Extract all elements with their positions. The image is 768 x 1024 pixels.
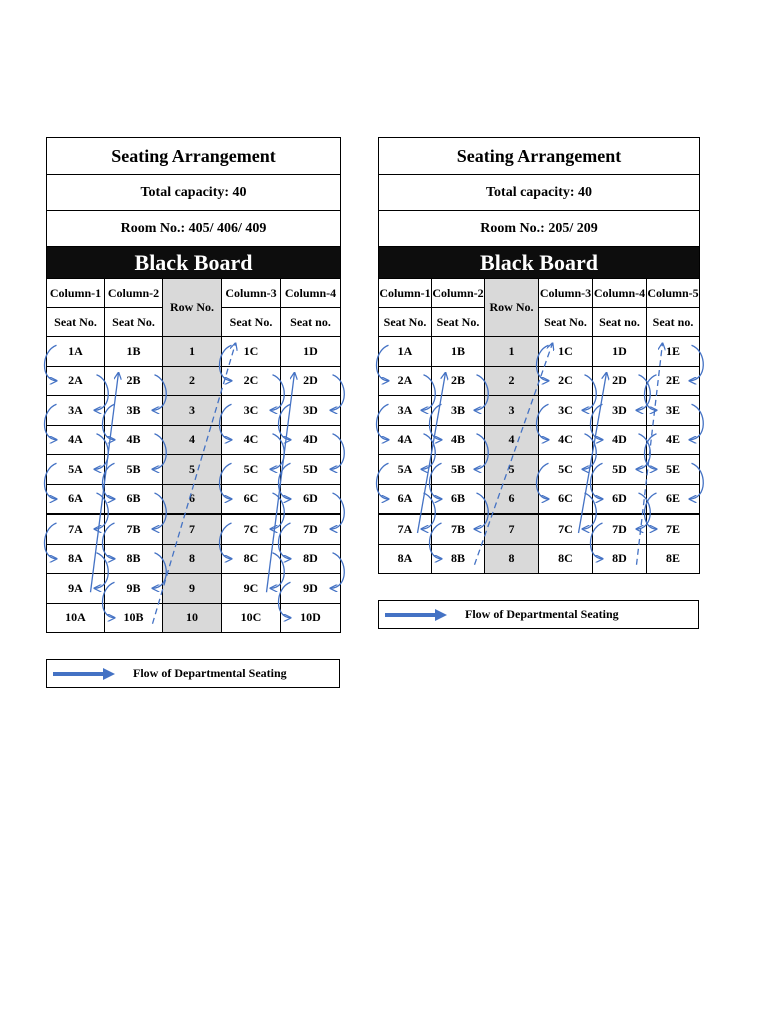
seat-cell: 3B [105,396,163,426]
seat-cell: 4D [593,425,647,455]
seat-cell: 6D [593,484,647,514]
seat-cell: 6C [222,484,281,514]
seat-cell: 7B [432,514,485,544]
row-number-cell: 8 [163,544,222,574]
seat-cell: 5E [647,455,700,485]
row-number-cell: 5 [163,455,222,485]
seat-cell: 1C [222,337,281,367]
seat-cell: 1E [647,337,700,367]
row-number-cell: 1 [485,337,539,367]
seat-cell: 2D [281,366,341,396]
seat-cell: 7A [379,514,432,544]
row-number-cell: 4 [163,425,222,455]
seat-cell: 2E [647,366,700,396]
row-number-cell: 7 [163,514,222,544]
seat-cell: 3B [432,396,485,426]
seat-cell: 10B [105,603,163,633]
seat-cell: 6A [47,484,105,514]
seat-cell: 7D [593,514,647,544]
row-number-cell: 5 [485,455,539,485]
flow-arrow-icon [51,667,117,681]
column-header: Column-5 [647,279,700,308]
seat-cell: 4C [539,425,593,455]
seat-cell: 4A [379,425,432,455]
seat-no-header: Seat no. [593,308,647,337]
seating-sheet-2 [378,137,699,574]
row-no-header: Row No. [163,279,222,337]
column-header: Column-4 [281,279,341,308]
seat-cell: 1A [47,337,105,367]
seat-cell: 7D [281,514,341,544]
seat-cell: 3A [379,396,432,426]
seat-cell: 1B [432,337,485,367]
row-number-cell: 2 [163,366,222,396]
room-number: Room No.: 405/ 406/ 409 [47,211,341,247]
legend-label: Flow of Departmental Seating [465,607,619,621]
seat-row [47,455,341,485]
seat-cell: 3C [539,396,593,426]
seat-cell: 5C [222,455,281,485]
seat-cell: 8B [432,544,485,574]
seat-cell: 3D [593,396,647,426]
flow-arrow-icon [383,608,449,622]
seat-cell: 6A [379,484,432,514]
seat-cell: 8D [281,544,341,574]
seat-cell: 8C [539,544,593,574]
seat-no-header: Seat No. [105,308,163,337]
black-board: Black Board [47,247,341,279]
seat-cell: 2A [47,366,105,396]
seating-table-2 [378,137,700,574]
seat-cell: 4B [432,425,485,455]
seat-cell: 6B [432,484,485,514]
seat-row [47,337,341,367]
total-capacity: Total capacity: 40 [379,175,700,211]
seat-row [379,455,700,485]
seat-cell: 8B [105,544,163,574]
seat-cell: 2A [379,366,432,396]
row-number-cell: 9 [163,574,222,604]
flow-legend-2 [378,600,699,629]
seat-cell: 8E [647,544,700,574]
sheet-title: Seating Arrangement [47,138,341,175]
seat-cell: 9A [47,574,105,604]
seat-row [47,574,341,604]
seat-cell: 6D [281,484,341,514]
seat-cell: 4B [105,425,163,455]
seat-cell: 8A [379,544,432,574]
row-number-cell: 10 [163,603,222,633]
seat-cell: 4C [222,425,281,455]
column-header: Column-2 [432,279,485,308]
row-no-header: Row No. [485,279,539,337]
seat-cell: 1C [539,337,593,367]
row-number-cell: 3 [163,396,222,426]
seat-cell: 4D [281,425,341,455]
seat-cell: 7E [647,514,700,544]
seat-cell: 3A [47,396,105,426]
column-header: Column-2 [105,279,163,308]
seat-row [47,425,341,455]
seat-cell: 1D [593,337,647,367]
seat-cell: 7A [47,514,105,544]
seat-row [379,544,700,574]
seat-cell: 5B [432,455,485,485]
black-board: Black Board [379,247,700,279]
seat-cell: 3E [647,396,700,426]
column-header: Column-4 [593,279,647,308]
row-number-cell: 3 [485,396,539,426]
seat-cell: 3C [222,396,281,426]
seat-cell: 2D [593,366,647,396]
seat-cell: 6E [647,484,700,514]
seat-cell: 5A [47,455,105,485]
seat-row [379,484,700,514]
seat-no-header: Seat No. [379,308,432,337]
seat-cell: 4A [47,425,105,455]
seat-cell: 1B [105,337,163,367]
seat-no-header: Seat no. [281,308,341,337]
row-number-cell: 7 [485,514,539,544]
seat-cell: 5D [281,455,341,485]
seat-cell: 6C [539,484,593,514]
seat-cell: 8D [593,544,647,574]
seat-cell: 7C [222,514,281,544]
seating-sheet-1 [46,137,340,633]
column-header: Column-1 [47,279,105,308]
seat-cell: 9C [222,574,281,604]
total-capacity: Total capacity: 40 [47,175,341,211]
seat-rows [379,337,700,574]
seat-cell: 10C [222,603,281,633]
seat-row [379,337,700,367]
seat-cell: 1D [281,337,341,367]
seat-no-header: Seat No. [539,308,593,337]
seat-cell: 5A [379,455,432,485]
seating-table-1 [46,137,341,633]
room-number: Room No.: 205/ 209 [379,211,700,247]
row-number-cell: 4 [485,425,539,455]
legend-label: Flow of Departmental Seating [133,666,287,680]
seat-cell: 7C [539,514,593,544]
seat-no-header: Seat no. [647,308,700,337]
seat-row [379,514,700,544]
seat-no-header: Seat No. [432,308,485,337]
row-number-cell: 6 [163,484,222,514]
seat-row [47,514,341,544]
row-number-cell: 6 [485,484,539,514]
seat-cell: 10D [281,603,341,633]
seat-row [379,366,700,396]
seat-no-header: Seat No. [47,308,105,337]
flow-legend-1 [46,659,340,688]
column-header: Column-1 [379,279,432,308]
seat-cell: 2B [432,366,485,396]
seat-cell: 4E [647,425,700,455]
seat-cell: 8C [222,544,281,574]
column-header: Column-3 [539,279,593,308]
column-header: Column-3 [222,279,281,308]
seat-cell: 6B [105,484,163,514]
row-number-cell: 8 [485,544,539,574]
seat-row [47,366,341,396]
seat-no-header: Seat No. [222,308,281,337]
seat-row [47,603,341,633]
seat-row [47,544,341,574]
sheet-title: Seating Arrangement [379,138,700,175]
seat-row [47,484,341,514]
seat-cell: 1A [379,337,432,367]
seat-cell: 5B [105,455,163,485]
seat-cell: 2C [539,366,593,396]
seat-cell: 7B [105,514,163,544]
seat-cell: 8A [47,544,105,574]
seat-cell: 3D [281,396,341,426]
seat-cell: 9B [105,574,163,604]
seat-row [379,396,700,426]
seat-cell: 2C [222,366,281,396]
row-number-cell: 2 [485,366,539,396]
seat-cell: 9D [281,574,341,604]
seat-cell: 5C [539,455,593,485]
seat-cell: 2B [105,366,163,396]
row-number-cell: 1 [163,337,222,367]
seat-cell: 10A [47,603,105,633]
seat-row [47,396,341,426]
seat-cell: 5D [593,455,647,485]
seat-row [379,425,700,455]
seat-rows [47,337,341,633]
